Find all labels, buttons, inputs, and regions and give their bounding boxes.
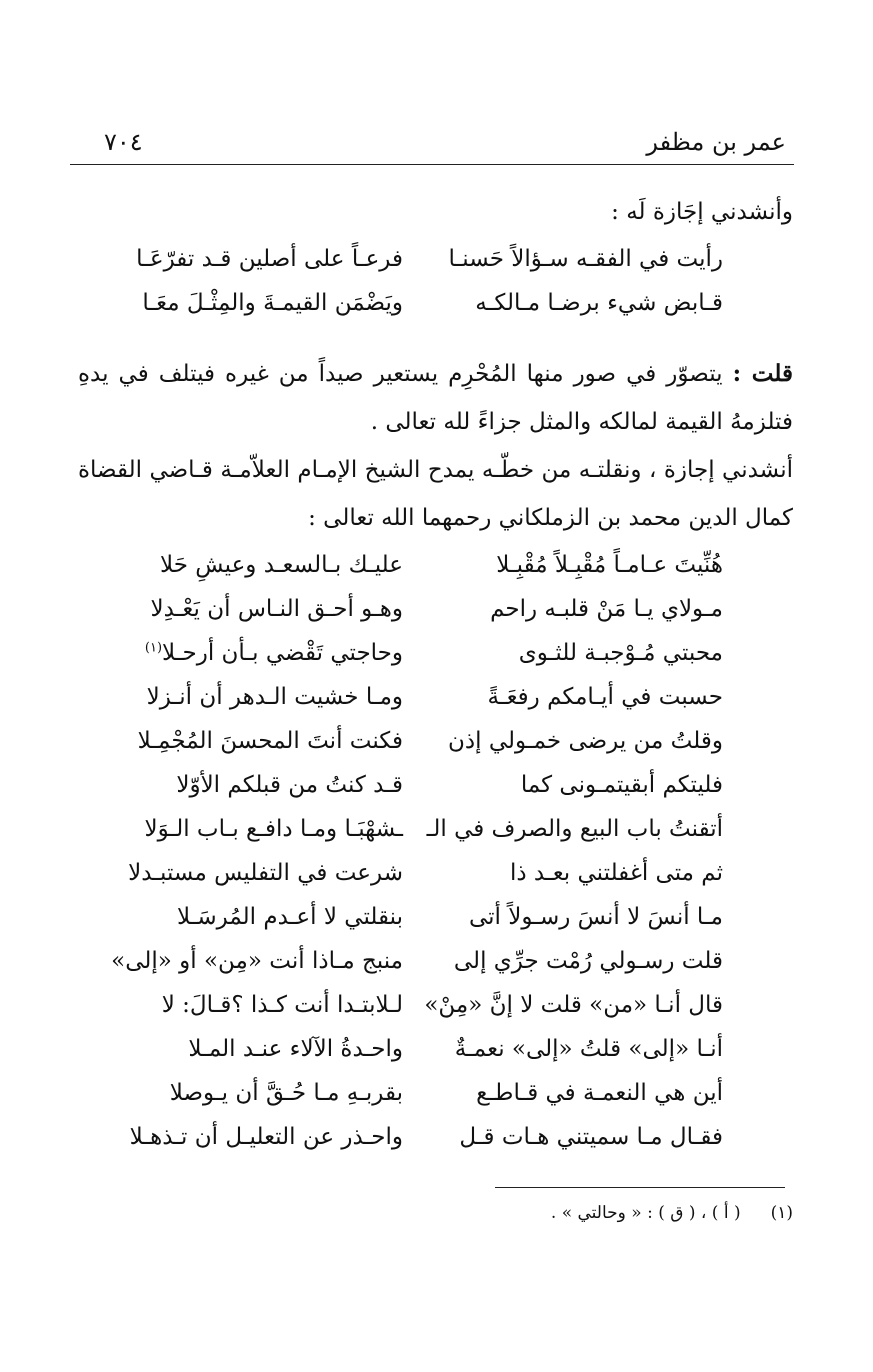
verse-first-hemistich: فليتكم أبقيتمـونى كما <box>520 772 723 798</box>
verse-line <box>0 992 873 1036</box>
verse-second-hemistich-text: قـد كنتُ من قبلكم الأوّلا <box>176 772 403 798</box>
verse-second-hemistich-text: واحـدةُ الآلاء عنـد المـلا <box>188 1036 403 1062</box>
intro-line-1: وأنشدني إجَازة لَه : <box>611 199 793 225</box>
verse-first-hemistich: أنـا «إلى» قلتُ «إلى» نعمـةٌ <box>454 1036 723 1062</box>
footnote-reference: (١) <box>144 640 163 656</box>
verse-second-hemistich <box>133 684 403 710</box>
verse-first-hemistich: أين هي النعمـة في قـاطـع <box>476 1080 723 1106</box>
verse-first-hemistich: رأيت في الفقـه سـؤالاً حَسنـا <box>448 246 723 272</box>
verse-line <box>0 684 873 728</box>
verse-second-hemistich <box>133 552 403 578</box>
verse-second-hemistich <box>133 246 403 272</box>
poem-2 <box>0 552 873 1168</box>
page-header <box>70 120 794 165</box>
verse-second-hemistich <box>133 640 403 666</box>
page-number: ٧٠٤ <box>104 128 143 156</box>
verse-second-hemistich <box>133 904 403 930</box>
commentary-paragraph <box>78 350 793 446</box>
verse-second-hemistich <box>133 290 403 316</box>
running-title: عمر بن مظفر <box>646 128 786 156</box>
verse-first-hemistich: هُنِّيتَ عـامـاً مُقْبِـلاً مُقْبِـلا <box>496 552 723 578</box>
verse-line <box>0 1036 873 1080</box>
verse-first-hemistich: مـا أنسَ لا أنسَ رسـولاً أتى <box>468 904 723 930</box>
verse-line <box>0 640 873 684</box>
verse-second-hemistich-text: بنقلتي لا أعـدم المُرسَـلا <box>176 904 403 930</box>
verse-line <box>0 596 873 640</box>
verse-second-hemistich-text: عليـك بـالسعـد وعيشِ حَلا <box>160 552 403 578</box>
verse-second-hemistich-text: وهـو أحـق النـاس أن يَعْـدِلا <box>150 596 403 622</box>
verse-line <box>0 246 873 290</box>
verse-second-hemistich <box>133 728 403 754</box>
verse-second-hemistich-text: وحاجتي تَقْضي بـأن أرحـلا <box>162 640 403 666</box>
verse-first-hemistich: مـولاي يـا مَنْ قلبـه راحم <box>490 596 723 622</box>
commentary-lead: قلت : <box>732 360 793 387</box>
poem-1 <box>0 246 873 334</box>
footnote-number: (١) <box>770 1203 793 1223</box>
verse-line <box>0 552 873 596</box>
footnote-divider <box>495 1187 785 1188</box>
verse-second-hemistich-text: ويَضْمَن القيمـةَ والمِثْـلَ معَـا <box>142 290 403 316</box>
verse-second-hemistich-text: بقربـهِ مـا حُـقَّ أن يـوصلا <box>169 1080 403 1106</box>
verse-second-hemistich <box>111 948 403 974</box>
verse-first-hemistich: وقلتُ من يرضى خمـولي إذن <box>447 728 723 754</box>
verse-line <box>0 290 873 334</box>
verse-second-hemistich <box>129 1124 403 1150</box>
footnote-text: ( أ ) ، ( ق ) : « وحالتي » . <box>550 1203 741 1223</box>
verse-first-hemistich: قلت رسـولي رُمْت جرِّي إلى <box>453 948 723 974</box>
verse-first-hemistich: ثم متى أغفلتني بعـد ذا <box>509 860 723 886</box>
footnote <box>551 1203 793 1223</box>
verse-second-hemistich <box>133 596 403 622</box>
verse-first-hemistich: قـابض شيء برضـا مـالكـه <box>475 290 723 316</box>
verse-line <box>0 772 873 816</box>
verse-second-hemistich <box>133 1036 403 1062</box>
verse-line <box>0 948 873 992</box>
verse-second-hemistich <box>133 816 403 842</box>
verse-line <box>0 904 873 948</box>
verse-first-hemistich: فقـال مـا سميتني هـات قـل <box>459 1124 723 1150</box>
verse-line <box>0 728 873 772</box>
verse-second-hemistich-text: ومـا خشيت الـدهر أن أنـزلا <box>146 684 403 710</box>
verse-second-hemistich-text: لـلابتـدا أنت كـذا ؟قـالَ: لا <box>161 992 403 1018</box>
verse-line <box>0 816 873 860</box>
verse-line <box>0 1080 873 1124</box>
verse-second-hemistich-text: شرعت في التفليس مستبـدلا <box>128 860 403 886</box>
verse-second-hemistich <box>133 772 403 798</box>
verse-second-hemistich <box>128 860 403 886</box>
verse-first-hemistich: حسبت في أيـامكم رفعَـةً <box>487 684 723 710</box>
verse-first-hemistich: أتقنتُ باب البيع والصرف في الـ <box>426 816 723 842</box>
verse-second-hemistich-text: منبج مـاذا أنت «مِن» أو «إلى» <box>111 948 403 974</box>
verse-second-hemistich <box>133 1080 403 1106</box>
verse-second-hemistich-text: فكنت أنتَ المحسنَ المُجْمِـلا <box>137 728 403 754</box>
verse-line <box>0 860 873 904</box>
verse-first-hemistich: قال أنـا «من» قلت لا إنَّ «مِنْ» <box>424 992 723 1018</box>
intro-paragraph-2: أنشدني إجازة ، ونقلتـه من خطّـه يمدح الشيخ الإمـام العلاّمـة قـاضي القضاة كمال الدين محمد بن الزملكاني رحمهما الله تعالى : <box>78 457 793 531</box>
verse-second-hemistich-text: واحـذر عن التعليـل أن تـذهـلا <box>129 1124 403 1150</box>
verse-first-hemistich: محبتي مُـوْجبـة للثـوى <box>518 640 723 666</box>
verse-second-hemistich-text: فرعـاً على أصلين قـد تفرّعَـا <box>136 246 403 272</box>
verse-second-hemistich-text: ـشهْبَـا ومـا دافـع بـاب الـوَلا <box>144 816 403 842</box>
verse-second-hemistich <box>133 992 403 1018</box>
verse-line <box>0 1124 873 1168</box>
commentary-text: يتصوّر في صور منها المُحْرِم يستعير صيداً من غيره فيتلف في يدهِ فتلزمهُ القيمة لمالكه والمثل جزاءً لله تعالى . <box>78 361 793 435</box>
